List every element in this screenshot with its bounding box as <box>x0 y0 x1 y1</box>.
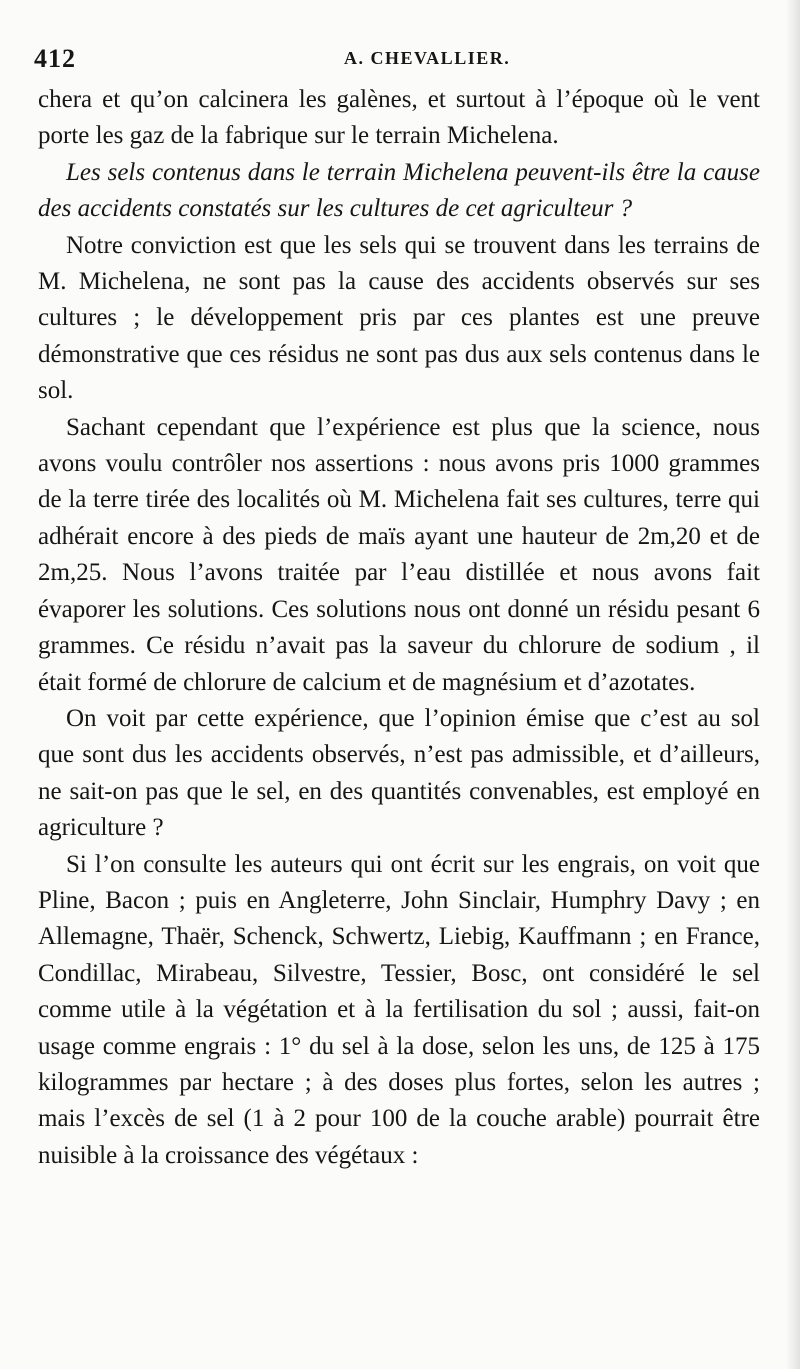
running-head: A. CHEVALLIER. <box>344 48 511 68</box>
page-edge-shadow <box>786 0 800 1369</box>
paragraph-conviction: Notre conviction est que les sels qui se trouvent dans les terrains de M. Michelena, ne sont pas la cause des accidents observés sur ses cultures ; le développement pris par ces plantes est une preuve démonstrative que ces résidus ne sont pas dus aux sels contenus dans le sol. <box>38 231 760 405</box>
paragraph-authors: Si l’on consulte les auteurs qui ont écrit sur les engrais, on voit que Pline, Bacon ; puis en Angleterre, John Sinclair, Humphry Davy ; en Allemagne, Thaër, Schenck, Schwertz, Liebig, Kauffmann ; en France, Condillac, Mirabeau, Silvestre, Tessier, Bosc, ont considéré le sel comme utile à la végétation et à la fertilisation du sol ; aussi, fait-on usage comme engrais : 1° du sel à la dose, selon les uns, de 125 à 175 kilogrammes par hectare ; à des doses plus fortes, selon les autres ; mais l’excès de sel (1 à 2 pour 100 de la couche arable) pourrait être nuisible à la croissance des végétaux : <box>38 850 760 1169</box>
body-text <box>38 82 760 1174</box>
paragraph-experiment: Sachant cependant que l’expérience est plus que la science, nous avons voulu contrôler nos assertions : nous avons pris 1000 grammes de la terre tirée des localités où M. Michelena fait ses cultures, terre qui adhérait encore à des pieds de maïs ayant une hauteur de 2m,20 et de 2m,25. Nous l’avons traitée par l’eau distillée et nous avons fait évaporer les solutions. Ces solutions nous ont donné un résidu pesant 6 grammes. Ce résidu n’avait pas la saveur du chlorure de sodium , il était formé de chlorure de calcium et de magnésium et d’azotates. <box>38 413 760 696</box>
page-header <box>34 44 774 74</box>
paragraph-conclusion: On voit par cette expérience, que l’opinion émise que c’est au sol que sont dus les accidents observés, n’est pas admissible, et d’ailleurs, ne sait-on pas que le sel, en des quantités convenables, est employé en agriculture ? <box>38 704 760 842</box>
paragraph-question: Les sels contenus dans le terrain Michelena peuvent-ils être la cause des accidents constatés sur les cultures de cet agriculteur ? <box>38 158 760 223</box>
paragraph-continuation: chera et qu’on calcinera les galènes, et surtout à l’époque où le vent porte les gaz de la fabrique sur le terrain Michelena. <box>38 86 760 150</box>
page-number: 412 <box>34 44 76 73</box>
